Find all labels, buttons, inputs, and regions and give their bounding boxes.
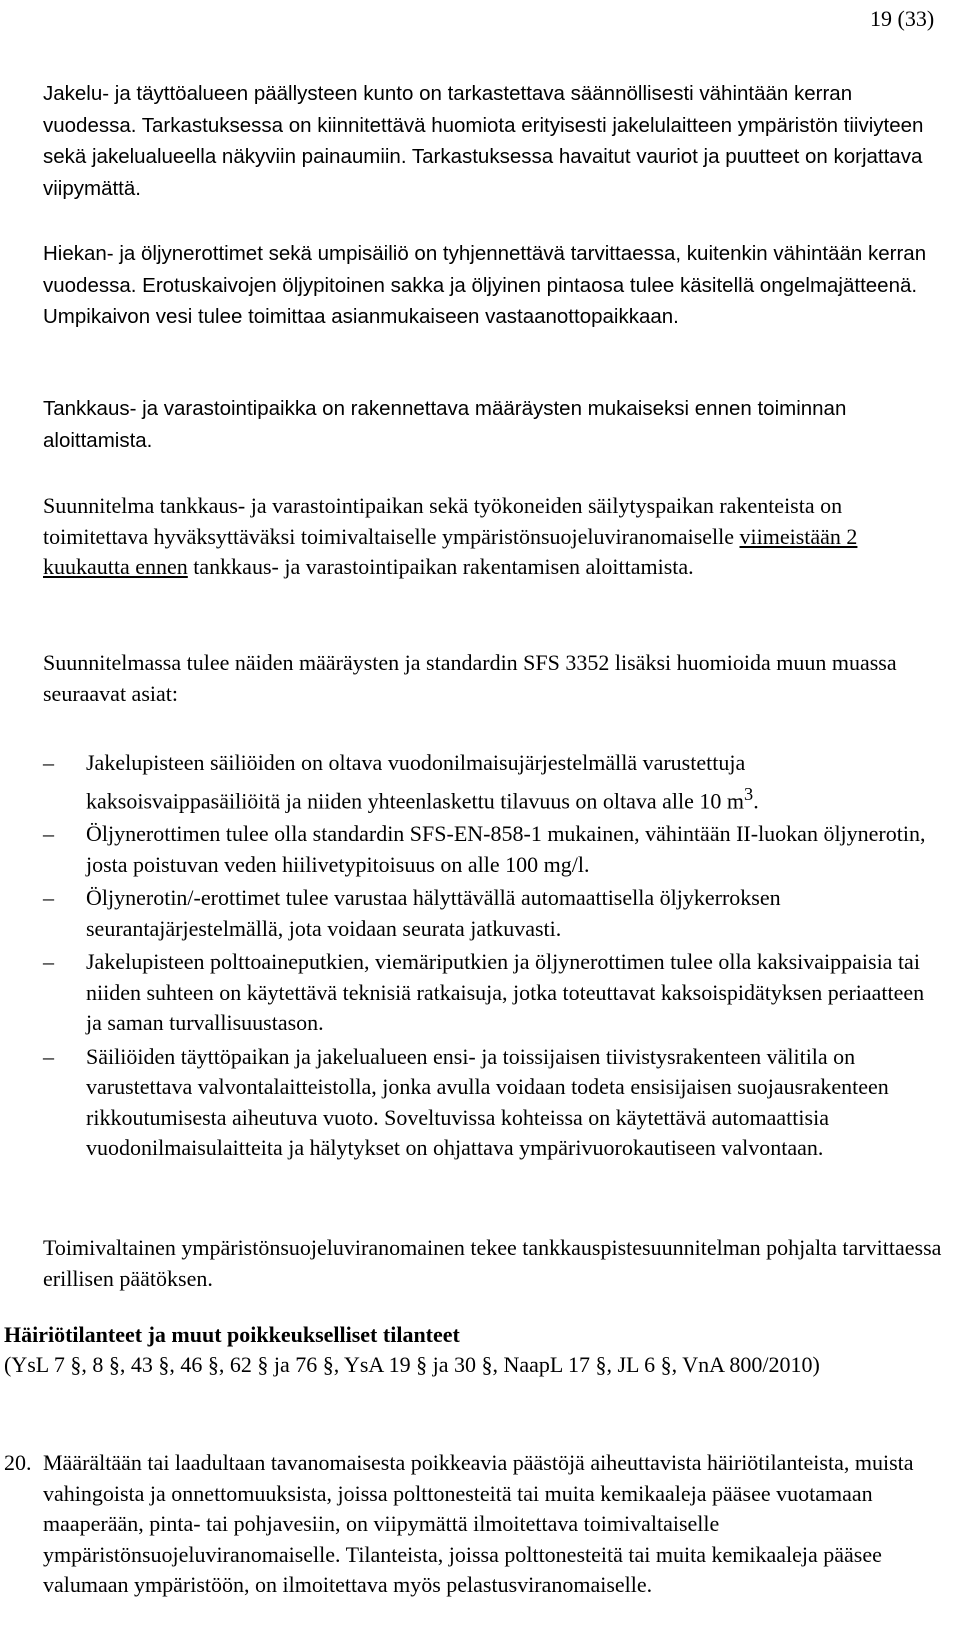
- requirements-list: [43, 748, 943, 1167]
- list-item-text: Jakelupisteen polttoaineputkien, viemäriputkien ja öljynerottimen tulee olla kaksivaippaisia tai niiden suhteen on käytettävä teknisiä ratkaisuja, jotka toteuttavat kaksoispidätyksen periaatteen ja saman turvallisuustason.: [86, 949, 925, 1036]
- regulation-number: 20.: [4, 1450, 32, 1475]
- list-dash: –: [43, 949, 54, 975]
- paragraph-plan-submission-text: [43, 491, 943, 583]
- list-item-end: .: [753, 787, 759, 813]
- list-item-text: Jakelupisteen säiliöiden on oltava vuodonilmaisujärjestelmällä varustettuja kaksoisvaippasäiliöitä ja niiden yhteenlaskettu tilavuus on oltava alle 10 m: [86, 750, 746, 813]
- paragraph-inspection: [43, 78, 943, 204]
- list-item: [43, 819, 943, 880]
- list-item: [43, 947, 943, 1039]
- section-heading: Häiriötilanteet ja muut poikkeukselliset tilanteet: [4, 1322, 460, 1347]
- plan-submission-text-start: Suunnitelma tankkaus- ja varastointipaikan sekä työkoneiden säilytyspaikan rakenteista on toimitettava hyväksyttäväksi toimivaltaiselle ympäristönsuojeluviranomaiselle: [43, 493, 843, 549]
- paragraph-plan-submission: [43, 491, 943, 583]
- paragraph-construction: [43, 393, 943, 456]
- list-item-text: Öljynerotin/-erottimet tulee varustaa hälyttävällä automaattisella öljykerroksen seurantajärjestelmällä, jota voidaan seurata jatkuvasti.: [86, 885, 781, 941]
- paragraph-authority-decision-text: Toimivaltainen ympäristönsuojeluviranomainen tekee tankkauspistesuunnitelman pohjalta tarvittaessa erillisen päätöksen.: [43, 1235, 942, 1291]
- paragraph-separators: [43, 238, 943, 333]
- numbered-regulation: [4, 1448, 944, 1601]
- list-item: [43, 748, 943, 816]
- paragraph-construction-text: Tankkaus- ja varastointipaikka on rakennettava määräysten mukaiseksi ennen toiminnan aloittamista.: [43, 397, 847, 452]
- deadline-underlined: viimeistään 2 kuukautta ennen: [43, 523, 858, 579]
- list-dash: –: [43, 750, 54, 775]
- paragraph-separators-text: Hiekan- ja öljynerottimet sekä umpisäiliö on tyhjennettävä tarvittaessa, kuitenkin vähintään kerran vuodessa. Erotuskaivojen öljypitoinen sakka ja öljyinen pintaosa tulee käsitellä ongelmajätteenä. Umpikaivon vesi tulee toimittaa asianmukaiseen vastaanottopaikkaan.: [43, 242, 927, 328]
- list-item-text: Öljynerottimen tulee olla standardin SFS-EN-858-1 mukainen, vähintään II-luokan öljynerotin, josta poistuvan veden hiilivetypitoisuus on alle 100 mg/l.: [86, 821, 926, 877]
- paragraph-authority-decision: [43, 1233, 943, 1294]
- page-number: 19 (33): [870, 6, 935, 31]
- list-item-text: Säiliöiden täyttöpaikan ja jakelualueen ensi- ja toissijaisen tiivistysrakenteen välitila on varustettava valvontalaitteistolla, jonka avulla voidaan todeta ensisijaisen suojausrakenteen rikkoutumisesta aiheutuva vuoto. Soveltuvissa kohteissa on käytettävä automaattisia vuodonilmaisulaitteita ja hälytykset on ohjattava ympärivuorokautiseen valvontaan.: [86, 1043, 889, 1161]
- list-dash: –: [43, 821, 54, 847]
- paragraph-plan-requirements-text: Suunnitelmassa tulee näiden määräysten ja standardin SFS 3352 lisäksi huomioida muun muassa seuraavat asiat:: [43, 650, 897, 706]
- paragraph-inspection-text: Jakelu- ja täyttöalueen päällysteen kunto on tarkastettava säännöllisesti vähintään kerran vuodessa. Tarkastuksessa on kiinnitettävä huomiota erityisesti jakelulaitteen ympäristön tiiviyteen sekä jakelualueella näkyviin painaumiin. Tarkastuksessa havaitut vauriot ja puutteet on korjattava viipymättä.: [43, 82, 924, 200]
- regulation-text: Määrältään tai laadultaan tavanomaisesta poikkeavia päästöjä aiheuttavista häiriötilanteista, muista vahingoista ja onnettomuuksista, joissa polttonesteitä tai muita kemikaaleja pääsee vuotamaan maaperään, pinta- tai pohjavesiin, on viipymättä ilmoitettava toimivaltaiselle ympäristönsuojeluviranomaiselle. Tilanteista, joissa polttonesteitä tai muita kemikaaleja pääsee valumaan ympäristöön, on ilmoitettava myös pelastusviranomaiselle.: [43, 1450, 914, 1597]
- superscript-3: 3: [744, 783, 754, 804]
- list-item: [43, 1042, 943, 1164]
- list-dash: –: [43, 885, 54, 911]
- plan-submission-text-end: tankkaus- ja varastointipaikan rakentamisen aloittamista.: [187, 554, 694, 579]
- legal-references: (YsL 7 §, 8 §, 43 §, 46 §, 62 § ja 76 §, YsA 19 § ja 30 §, NaapL 17 §, JL 6 §, VnA 800/2010): [4, 1352, 820, 1377]
- list-dash: –: [43, 1043, 54, 1069]
- list-item: [43, 883, 943, 944]
- paragraph-plan-requirements: [43, 648, 943, 709]
